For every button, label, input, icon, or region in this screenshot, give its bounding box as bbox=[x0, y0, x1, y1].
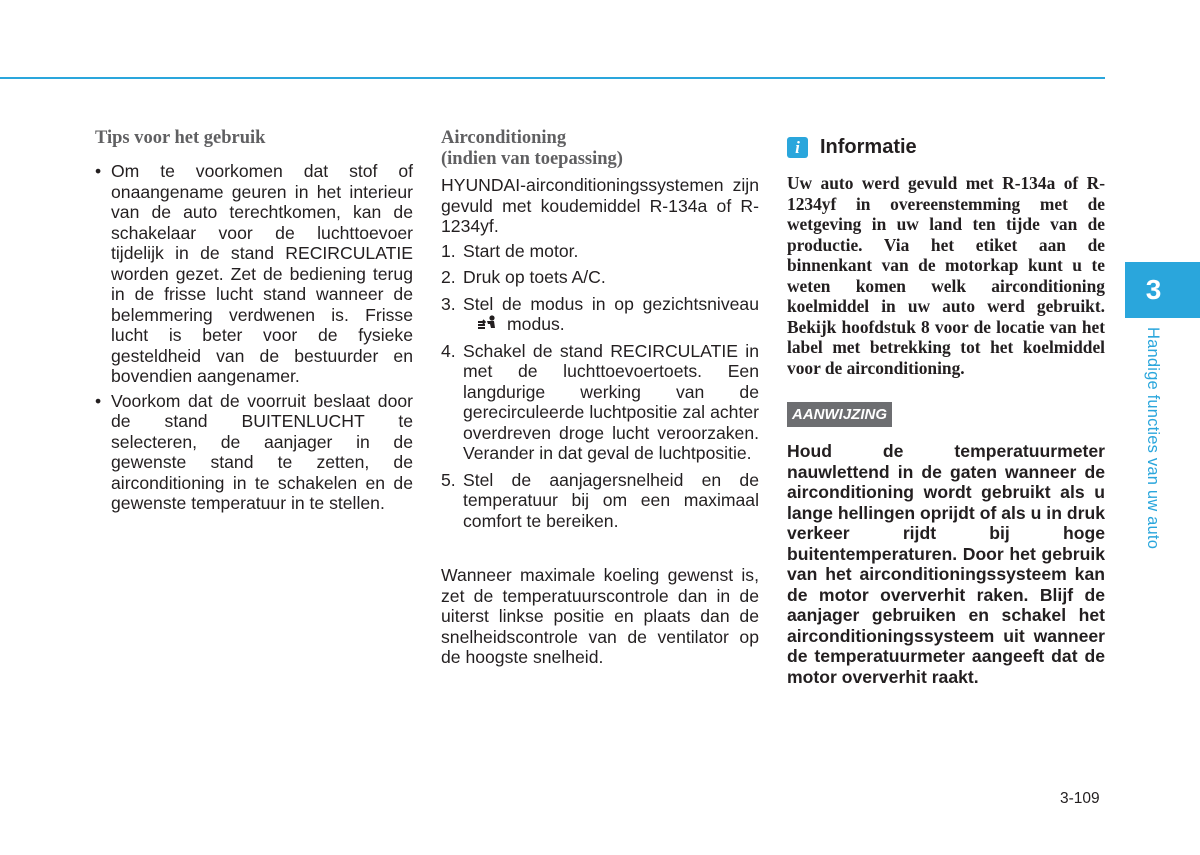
aircon-closing: Wanneer maximale koeling gewenst is, zet de temperatuurscontrole dan in de uiterst linkse positie en plaats dan de snelheidscontrole van de ventilator op de hoogste snelheid. bbox=[441, 565, 759, 667]
step-text: Schakel de stand RECIRCULATIE in met de luchttoevoertoets. Een langdurige werking van de gerecirculeerde luchtpositie zal achter overdreven droge lucht veroorzaken. Verander in dat geval de luchtpositie. bbox=[463, 340, 759, 463]
aircon-intro: HYUNDAI-airconditioningssystemen zijn gevuld met koudemiddel R-134a of R-1234yf. bbox=[441, 175, 759, 236]
tips-list bbox=[95, 161, 413, 514]
left-column bbox=[95, 128, 413, 518]
header-rule bbox=[0, 77, 1105, 79]
step-text: Stel de aanjagersnelheid en de temperatuur bij om een maximaal comfort te bereiken. bbox=[463, 469, 759, 531]
info-icon: i bbox=[787, 137, 808, 158]
list-item: • Om te voorkomen dat stof of onaangename geuren in het interieur van de auto terechtkomen, kan de schakelaar voor de luchttoevoer tijdelijk in de stand RECIRCULATIE worden gezet. Zet de bediening terug in de frisse lucht stand wanneer de belemmering verdwenen is. Frisse lucht is beter voor de fysieke gesteldheid van de bestuurder en bovendien aangenamer. bbox=[95, 161, 413, 386]
step-text: Start de motor. bbox=[463, 240, 579, 261]
right-column bbox=[787, 128, 1105, 687]
step-text: Stel de modus in op gezichtsniveau bbox=[463, 293, 759, 314]
notice-badge: AANWIJZING bbox=[787, 402, 892, 427]
chapter-tab bbox=[1125, 262, 1200, 318]
middle-column bbox=[441, 128, 759, 668]
step-text: Druk op toets A/C. bbox=[463, 267, 606, 287]
chapter-number: 3 bbox=[1145, 274, 1162, 305]
info-title: Informatie bbox=[820, 136, 917, 158]
aircon-heading-title: Airconditioning bbox=[441, 128, 567, 148]
face-vent-mode-icon bbox=[477, 315, 499, 333]
list-item: 3. Stel de modus in op gezichtsniveaumodus. bbox=[441, 293, 759, 334]
chapter-title: Handige functies van uw auto bbox=[1144, 327, 1162, 550]
list-item: 5. Stel de aanjagersnelheid en de temperatuur bij om een maximaal comfort te bereiken. bbox=[441, 469, 759, 531]
tips-heading: Tips voor het gebruik bbox=[95, 128, 266, 148]
info-header bbox=[787, 136, 1105, 159]
aircon-heading bbox=[441, 128, 759, 170]
steps-list bbox=[441, 241, 759, 532]
list-item: • Voorkom dat de voorruit beslaat door de stand BUITENLUCHT te selecteren, de aanjager in de gewenste stand te zetten, de airconditioning in te schakelen en de gewenste temperatuur in te stellen. bbox=[95, 390, 413, 513]
aircon-heading-subtitle: (indien van toepassing) bbox=[441, 149, 623, 169]
tip-text: Voorkom dat de voorruit beslaat door de stand BUITENLUCHT te selecteren, de aanjager in de gewenste stand te zetten, de airconditioning in te schakelen en de gewenste temperatuur in te stellen. bbox=[111, 390, 413, 513]
list-item: 4. Schakel de stand RECIRCULATIE in met de luchttoevoertoets. Een langdurige werking van de gerecirculeerde luchtpositie zal achter overdreven droge lucht veroorzaken. Verander in dat geval de luchtpositie. bbox=[441, 340, 759, 463]
list-item: 1. Start de motor. bbox=[441, 240, 579, 261]
tip-text: Om te voorkomen dat stof of onaangename geuren in het interieur van de auto terechtkomen, kan de schakelaar voor de luchttoevoer tijdelijk in de stand RECIRCULATIE worden gezet. Zet de bediening terug in de frisse lucht stand wanneer de belemmering verdwenen is. Frisse lucht is beter voor de fysieke gesteldheid van de bestuurder en bovendien aangenamer. bbox=[111, 161, 413, 386]
info-text: Uw auto werd gevuld met R-134a of R-1234yf in overeenstemming met de wetgeving in uw land ten tijde van de productie. Via het etiket aan de binnenkant van de motorkap kunt u te weten komen welk airconditioning koelmiddel in uw auto werd gebruikt. Bekijk hoofdstuk 8 voor de locatie van het label met betrekking tot het koelmiddel voor de airconditioning. bbox=[787, 173, 1105, 378]
page-number: 3-109 bbox=[1060, 790, 1100, 807]
step-text: modus. bbox=[507, 314, 565, 334]
list-item: 2. Druk op toets A/C. bbox=[441, 267, 606, 287]
notice-text: Houd de temperatuurmeter nauwlettend in de gaten wanneer de airconditioning wordt gebruikt als u lange hellingen oprijdt of als u in druk verkeer rijdt bij hoge buitentemperaturen. Door het gebruik van het airconditioningssysteem kan de motor oververhit raken. Blijf de aanjager gebruiken en schakel het airconditioningssysteem uit wanneer de temperatuurmeter aangeeft dat de motor oververhit raakt. bbox=[787, 441, 1105, 687]
